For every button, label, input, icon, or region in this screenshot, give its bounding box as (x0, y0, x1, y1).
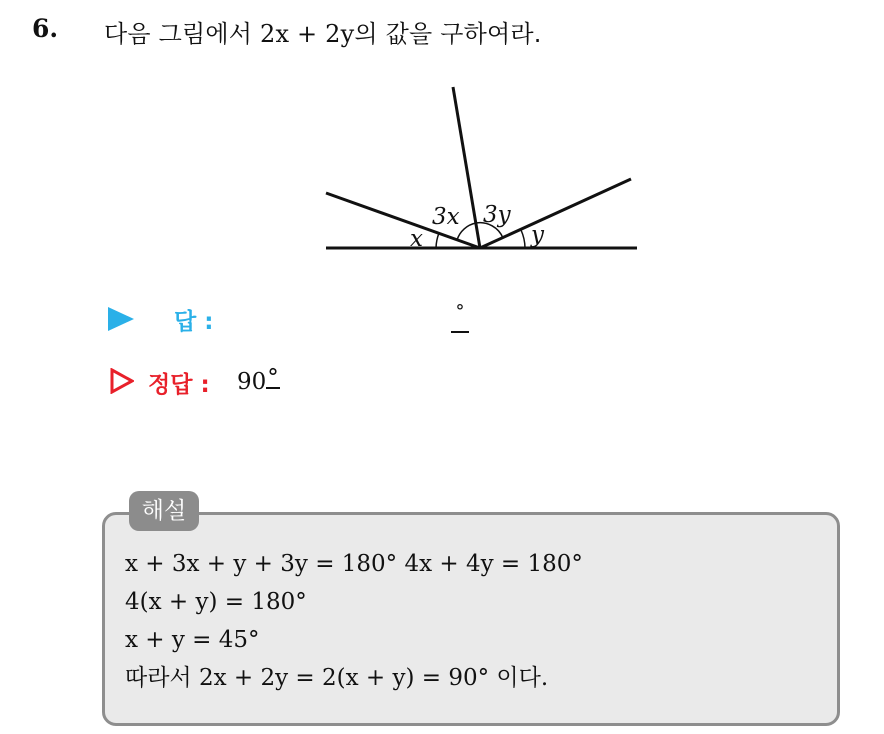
correct-value (237, 365, 280, 395)
label-x: x (410, 226, 423, 252)
label-y: y (531, 222, 544, 248)
explanation-line-2: 4(x + y) = 180° (125, 589, 307, 615)
explanation-line-4: 따라서 2x + 2y = 2(x + y) = 90° 이다. (125, 665, 549, 691)
explanation-lines (125, 545, 583, 697)
arc-y (521, 230, 525, 248)
question-number: 6. (32, 14, 59, 43)
correct-number: 90 (237, 369, 267, 395)
explanation-line-1: x + 3x + y + 3y = 180° 4x + 4y = 180° (125, 551, 583, 577)
explanation-line-3: x + y = 45° (125, 627, 260, 653)
arc-x (436, 233, 439, 248)
question-suffix: 의 값을 구하여라. (354, 20, 542, 48)
question-prefix: 다음 그림에서 (104, 20, 253, 48)
label-3y: 3y (483, 202, 511, 228)
play-triangle-icon (108, 307, 134, 331)
correct-label: 정답 : (148, 372, 210, 398)
answer-label: 답 : (174, 309, 214, 335)
arc-3x (457, 223, 476, 240)
correct-unit: ° (267, 365, 279, 391)
answer-input-blank[interactable]: ° (451, 303, 469, 333)
label-3x: 3x (432, 204, 460, 230)
angle-figure (0, 0, 884, 300)
question-expression: 2x + 2y (259, 20, 355, 48)
outline-triangle-icon (110, 368, 134, 394)
explanation-tab: 해설 (129, 491, 199, 531)
